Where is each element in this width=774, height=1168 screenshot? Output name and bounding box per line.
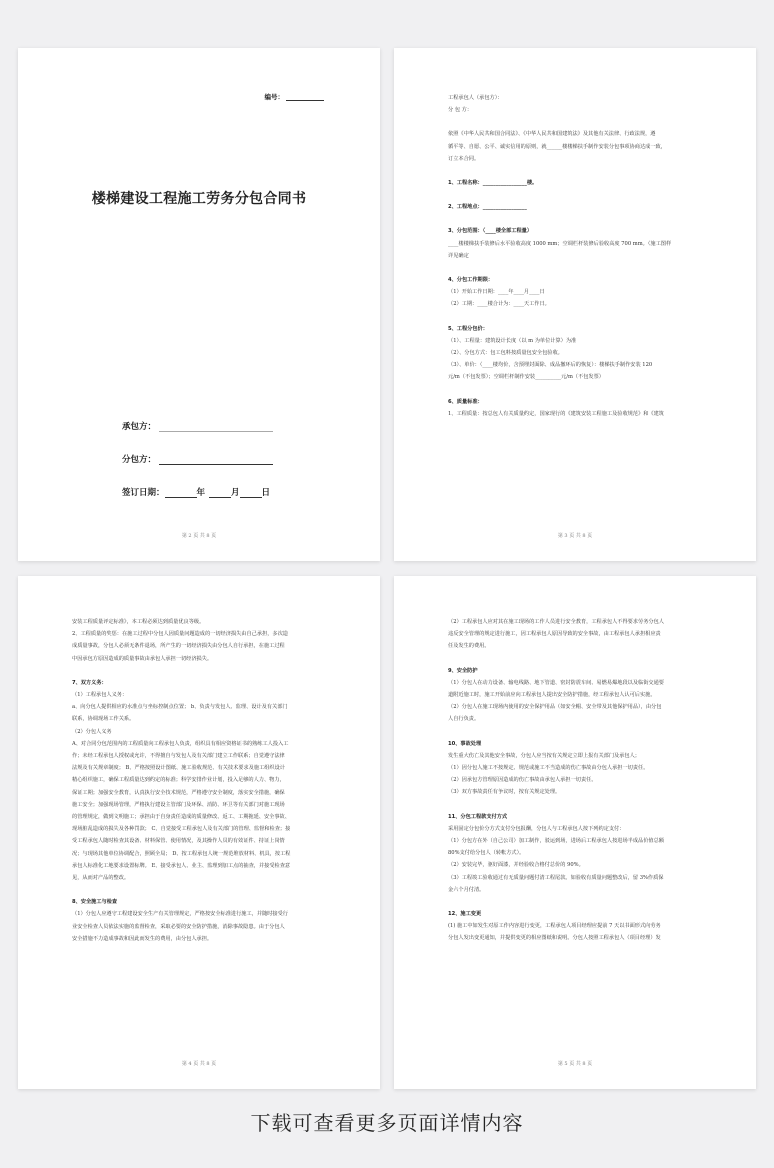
body-line: 业安全检查人员依法实施的监督检查，采取必要的安全防护措施，消除事故隐患。由于分包人 — [72, 923, 285, 930]
day-label: 日 — [261, 488, 271, 498]
body-line: 金六个月付清。 — [448, 886, 485, 893]
document-page-4 — [394, 576, 756, 1089]
body-line: （1）分包人应遵守工程建设安全生产有关管理规定，严格按安全标准进行施工，并随时接受行 — [72, 911, 288, 918]
body-line: （1）分包方在外（自己公司）加工制作，驳运到场，进场后工程承包人按进场半成品价值总额 — [448, 838, 664, 845]
paragraph-spacer — [72, 884, 325, 896]
paragraph-spacer — [448, 116, 701, 128]
page-footer: 第 2 页 共 8 页 — [181, 533, 217, 539]
body-line: （2）分包人义务 — [72, 728, 112, 735]
paragraph-spacer — [448, 653, 701, 665]
body-line: 作；未经工程承包人授权或允许，不得擅自与发包人及有关部门建立工作联系；自觉遵守法律 — [72, 753, 285, 760]
section-heading: 4、分包工作期限： — [448, 277, 494, 284]
contractor-label: 承包方： — [122, 422, 157, 432]
body-line: （3）工程竣工验收通过有无质量问题付清工程尾款。如验收有质量问题整改后，留 3%作质保 — [448, 874, 664, 881]
paragraph-spacer — [72, 665, 325, 677]
body-line: 违反安全管理的规定进行施工，因工程承包人原因导致的安全事故，由工程承包人承担相应责 — [448, 631, 661, 638]
contract-number-label: 编号： — [264, 93, 284, 101]
month-blank — [209, 497, 231, 498]
body-line: 精心组织施工，确保工程质量达到约定的标准；科学安排作业计划，投入足够的人力、物力， — [72, 777, 285, 784]
body-line: 80%支付给分包人（转帐方式）。 — [448, 850, 525, 857]
body-line: 的管理规定，做到文明施工；承担由于自身责任造成的质量修改、返工、工期拖延、安全事故、 — [72, 814, 290, 821]
page-footer: 第 4 页 共 8 页 — [181, 1061, 217, 1067]
body-line: 况；与现场其他单位协调配合，照顾全局； D、按工程承包人统一规范堆放材料、机具，按工程 — [72, 850, 291, 857]
body-line: （1）、工程量：建筑设计长度（以 m 为单位计算）为准 — [448, 337, 577, 344]
body-line: 成质量事故，分包人必须无条件退场，所产生的一切经济损失由分包人自行承担，在施工过程 — [72, 643, 285, 650]
year-label: 年 — [196, 488, 206, 498]
month-label: 月 — [231, 488, 240, 498]
body-line: （2）分包人在施工现场内使用的安全保护用品（如安全帽、安全带及其他保护用品），由分包 — [448, 704, 662, 711]
paragraph-spacer — [448, 189, 701, 201]
body-line: 1、工程质量：按总包人有关质量约定，国家现行的《建筑安装工程施工及验收规范》和《建筑 — [448, 410, 664, 417]
page-body-text — [448, 616, 701, 945]
document-title: 楼梯建设工程施工劳务分包合同书 — [91, 191, 307, 207]
body-line: 承包人标准化工地要求设置标牌。 E、接受承包人、业主、监理到加工点的抽查，并接受检查意 — [72, 862, 291, 869]
paragraph-spacer — [448, 896, 701, 908]
section-heading: 11、分包工程款支付方式 — [448, 813, 508, 820]
section-heading: 12、施工变更 — [448, 911, 482, 918]
contractor-blank — [159, 431, 273, 432]
body-line: 任及发生的费用。 — [448, 643, 490, 650]
year-blank — [165, 497, 197, 498]
section-heading: 6、质量标准： — [448, 398, 483, 405]
subcontractor-label: 分包方： — [122, 455, 157, 465]
body-line: ____楼楼梯扶手装修后水平验收高度 1000 mm；空调栏杆装修后验收高度 700 mm。（施工图样 — [448, 240, 672, 247]
body-line: （1）开始工作日期：____年____月____日 — [448, 289, 545, 296]
day-blank — [240, 497, 262, 498]
section-heading: 1、工程名称：_________________楼。 — [448, 180, 538, 187]
body-line: （3）双方事故责任有争议时，按有关规定处理。 — [448, 789, 561, 796]
page-footer: 第 3 页 共 8 页 — [557, 533, 593, 539]
body-line: 订立本合同。 — [448, 155, 480, 162]
body-line: 道附近施工时，施工开始前应向工程承包人提出安全防护措施，经工程承包人认可后实施。 — [448, 692, 656, 699]
body-line: （1）工程承包人义务： — [72, 692, 128, 699]
body-line: （1）因分包人施工不按规定、规范或施工不当造成的伤亡事故由分包人承担一切责任。 — [448, 765, 649, 772]
paragraph-spacer — [448, 384, 701, 396]
body-line: （3）、单价：（____楼均价，含预埋封面除、成品撤环后的恢复）：楼梯扶手制作安装 120 — [448, 362, 653, 369]
body-line: 保证工期；加强安全教育，认真执行安全技术规范，严格遵守安全制度，落实安全措施，确保 — [72, 789, 285, 796]
contractor-signature-line — [122, 420, 273, 432]
page-footer: 第 5 页 共 8 页 — [557, 1061, 593, 1067]
body-line: 人自行负责。 — [448, 716, 480, 723]
body-line: (1) 施工中如发生对原工作内容进行变更，工程承包人项目经理应提前 7 天以书面形式向劳务 — [448, 923, 661, 930]
document-page-3 — [18, 576, 380, 1089]
signing-date-label: 签订日期： — [122, 488, 165, 498]
body-line: 安装工程质量评定标准》，本工程必须达到质量优良等级。 — [72, 619, 205, 625]
body-line: （1）分包人在动力设备、输电线路、地下管道、密封防震车间、易燃易爆地段以及临街交通要 — [448, 679, 664, 686]
body-line: （2）、分包方式：包工包料按质量包安全包验收。 — [448, 350, 563, 357]
section-heading: 9、安全防护 — [448, 667, 478, 674]
body-line: 联系，协调现场工作关系。 — [72, 716, 135, 723]
body-line: 工程承包人（承包方）： — [448, 95, 503, 101]
document-page-cover — [18, 48, 380, 561]
body-line: 循平等、自愿、公平、诚实信用的原则，就______楼楼梯扶手制作安装分包事项协商达成一致， — [448, 143, 666, 150]
contract-number-blank — [286, 100, 324, 101]
body-line: 施工安全；加强现场管理，严格执行建设主管部门及环保、消防、环卫等有关部门对施工现场 — [72, 801, 285, 808]
body-line: 安全措施不力造成事故和因此而发生的费用，由分包人承担。 — [72, 935, 213, 942]
body-line: （2）因承包方管理原因造成的伤亡事故由承包人承担一切责任。 — [448, 777, 597, 784]
body-line: 见，从而对产品的整改。 — [72, 875, 130, 882]
subcontractor-blank — [159, 464, 273, 465]
body-line: 2、工程质量的奖惩：在施工过程中分包人因质量问题造成的一切经济损失由自己承担，多次造 — [72, 631, 288, 638]
section-heading: 7、双方义务： — [72, 679, 107, 686]
paragraph-spacer — [448, 165, 701, 177]
body-line: 采用固定分包价分方式支付分包报酬，分包人与工程承包人按下列约定支付： — [448, 825, 625, 832]
body-line: （2）工期：____楼合计为：____天工作日。 — [448, 301, 550, 308]
body-line: 受工程承包人随时检查其设备、材料保管、使用情况，及其操作人员的有效证件、持证上岗情 — [72, 838, 285, 845]
body-line: 发生重大伤亡及其他安全事故，分包人应当按有关规定立即上报有关部门及承包人； — [448, 752, 640, 759]
body-line: （2）工程承包人应对其在施工现场的工作人员进行安全教育，工程承包人不得要求劳务分包人 — [448, 619, 664, 625]
body-line: 详见确定 — [448, 252, 469, 259]
section-heading: 3、分包范围：（____楼全部工程量） — [448, 228, 533, 235]
paragraph-spacer — [448, 799, 701, 811]
body-line: 法规及有关规章制度； B、严格按照设计图纸、施工验收规范、有关技术要求及施工组织设计 — [72, 765, 285, 772]
page-body-text — [72, 616, 325, 945]
signing-date-line — [122, 486, 270, 498]
section-heading: 10、事故处理 — [448, 740, 482, 747]
body-line: 现场脏乱造成的损失及各种罚款； C、自觉接受工程承包人及有关部门的管理、监督和检查；接 — [72, 826, 291, 833]
body-line: 元/m（不包发票）；空调栏杆制作安装__________元/m（不包发票） — [448, 374, 604, 381]
page-body-text — [448, 92, 701, 420]
section-heading: 2、工程地点：_________________ — [448, 204, 527, 211]
body-line: 依照《中华人民共和国合同法》、《中华人民共和国建筑法》及其他有关法律、行政法规，遵 — [448, 131, 656, 138]
paragraph-spacer — [448, 311, 701, 323]
body-line: （2）安装完毕，驱好面漆，并经验收合格付总价的 90%。 — [448, 862, 584, 869]
section-heading: 8、安全施工与检查 — [72, 899, 118, 906]
section-heading: 5、工程分包价： — [448, 325, 488, 332]
paragraph-spacer — [448, 213, 701, 225]
paragraph-spacer — [448, 262, 701, 274]
document-page-2 — [394, 48, 756, 561]
paragraph-spacer — [448, 726, 701, 738]
subcontractor-signature-line — [122, 453, 273, 465]
body-line: A、对合同分包范围内的工程质量向工程承包人负责，组织具有相应资格证书的熟练工人投入工 — [72, 740, 289, 747]
contract-number-field — [265, 92, 325, 101]
download-more-caption: 下载可查看更多页面详情内容 — [250, 1111, 524, 1135]
body-line: a、向分包人提供相应的水准点与坐标控制点位置； b、负责与发包人、监理、设计及有关部门 — [72, 704, 288, 711]
body-line: 分 包 方： — [448, 107, 473, 114]
body-line: 中因承包方原因造成的质量事故由承包人承担一切经济损失。 — [72, 655, 213, 662]
body-line: 分包人发出变更通知，并提供变更的相应图纸和说明。分包人按照工程承包人（项目经理）发 — [448, 935, 661, 942]
